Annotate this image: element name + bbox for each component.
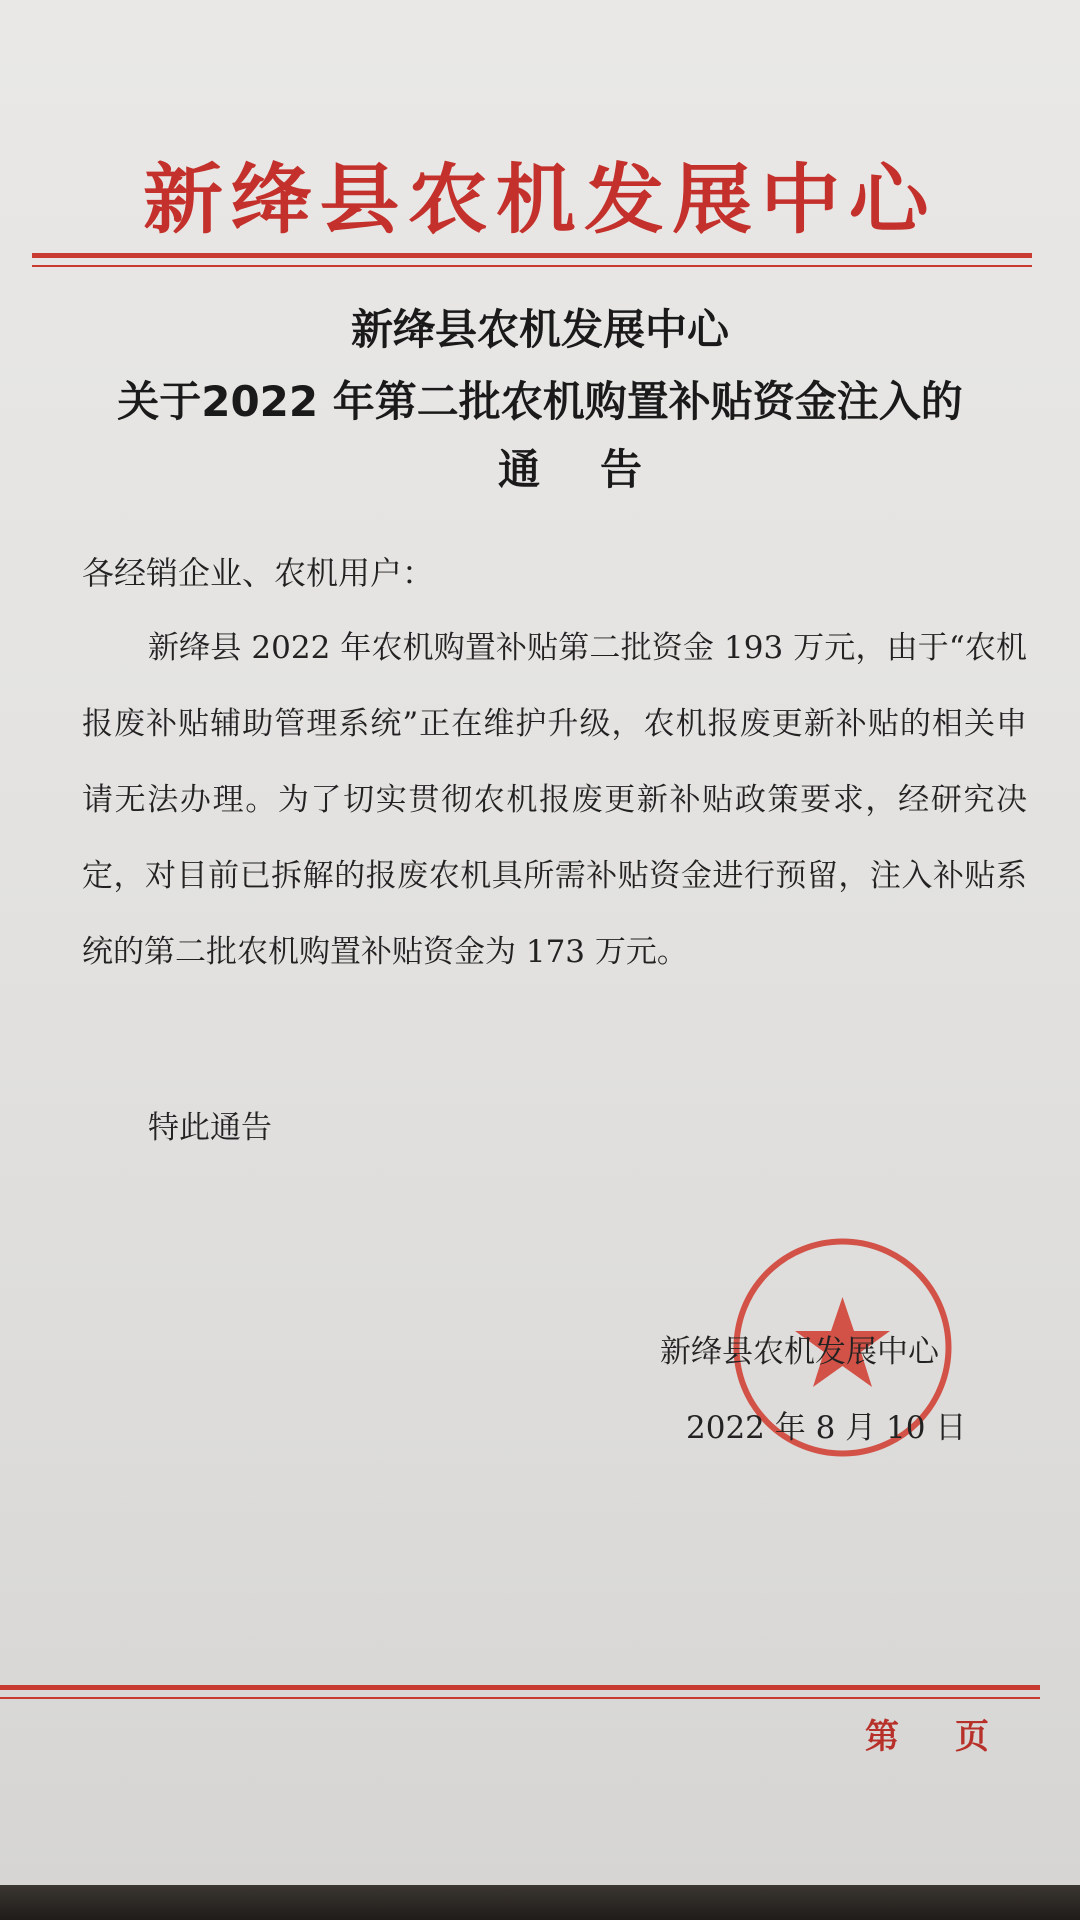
notice-title-line2: 关于2022 年第二批农机购置补贴资金注入的 (117, 377, 963, 426)
notice-title-line1: 新绛县农机发展中心 (350, 305, 729, 354)
letterhead-rule-thick (32, 253, 1032, 258)
footer-rule-thin (0, 1697, 1040, 1699)
notice-title-line3: 通告 (497, 445, 702, 494)
signature-org: 新绛县农机发展中心 (660, 1334, 939, 1370)
letterhead-title: 新绛县农机发展中心 (143, 155, 937, 244)
salutation: 各经销企业、农机用户： (82, 554, 435, 592)
closing-line: 特此通告 (148, 1110, 272, 1146)
body-paragraph: 新绛县 2022 年农机购置补贴第二批资金 193 万元，由于“农机报废补贴辅助管理系统”正在维护升级，农机报废更新补贴的相关申请无法办理。为了切实贯彻农机报废更新补贴政策要求，经研究决定，对目前已拆解的报废农机具所需补贴资金进行预留，注入补贴系统的第二批农机购置补贴资金为 173 万元。 (82, 630, 1027, 970)
bottom-edge (0, 1885, 1080, 1920)
letterhead-rule-thin (32, 265, 1032, 267)
footer-rule-thick (0, 1685, 1040, 1690)
page-label: 第页 (865, 1717, 1045, 1757)
signature-date: 2022 年 8 月 10 日 (686, 1410, 967, 1446)
